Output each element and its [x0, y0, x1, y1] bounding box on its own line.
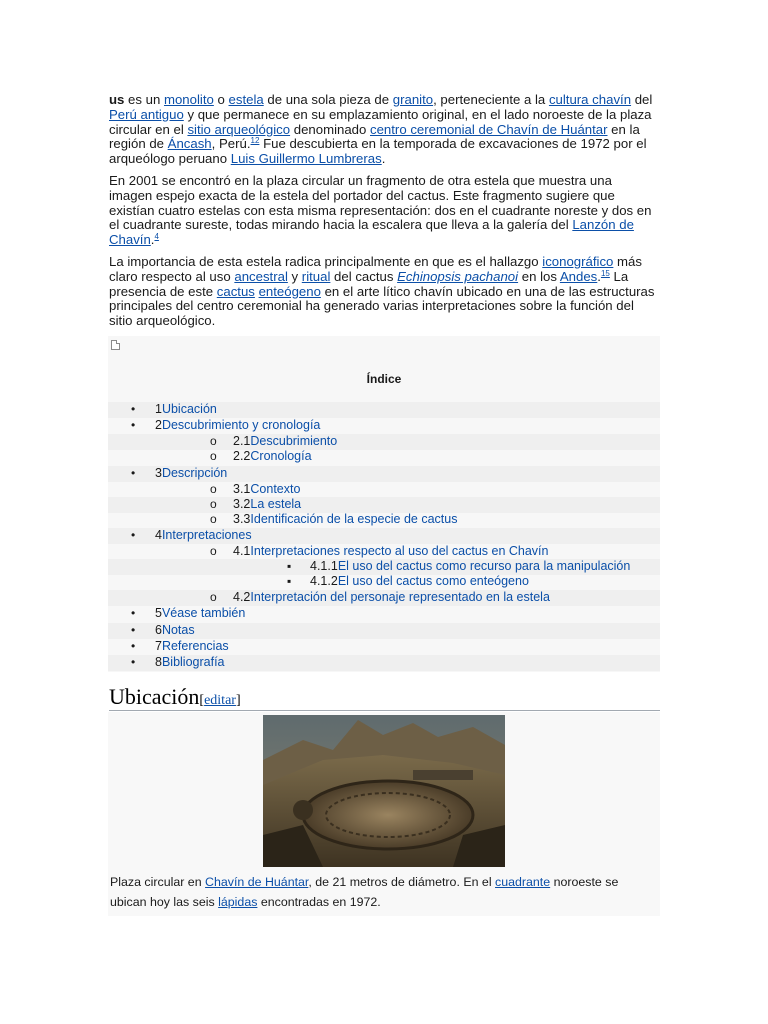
toc-link[interactable]: Descubrimiento y cronología [161, 418, 321, 432]
toc-number: 1 [155, 402, 162, 416]
toc-item-3-1[interactable] [108, 482, 660, 498]
link-granito[interactable]: granito [392, 92, 434, 107]
bullet-icon: o [210, 482, 217, 496]
toc-item-2-1[interactable] [108, 434, 660, 450]
text: del [631, 92, 653, 107]
bullet-icon: ▪ [287, 559, 292, 573]
link-cuadrante[interactable]: cuadrante [495, 875, 551, 889]
toc-item-4[interactable] [108, 528, 660, 544]
toc-link[interactable]: Bibliografía [161, 655, 225, 669]
text: en los [518, 268, 560, 284]
text: Fue descubierta en la temporada de excavaciones de 1972 por el arqueólogo peruano [109, 136, 647, 167]
toc-link[interactable]: Interpretaciones [161, 528, 252, 542]
text: . [597, 268, 601, 284]
toc-number: 3.2 [233, 497, 251, 511]
toc-title: Índice [366, 372, 402, 386]
bullet-icon: • [131, 655, 136, 669]
link-peru-antiguo[interactable]: Perú antiguo [109, 106, 184, 122]
text: encontradas en 1972. [257, 895, 381, 909]
intro-paragraph-2 [109, 174, 657, 248]
link-chavin-de-huantar[interactable]: Chavín de Huántar [205, 875, 309, 889]
toc-item-4-2[interactable] [108, 590, 660, 606]
toc-link[interactable]: El uso del cactus como enteógeno [337, 574, 529, 588]
bullet-icon: • [131, 623, 136, 637]
toc-item-7[interactable] [108, 639, 660, 655]
text: en la región de [109, 121, 640, 152]
link-ritual[interactable]: ritual [301, 268, 331, 284]
toc-link[interactable]: Interpretaciones respecto al uso del cactus en Chavín [250, 544, 549, 558]
broken-image-icon [111, 340, 120, 350]
toc-item-2-2[interactable] [108, 449, 660, 465]
edit-link[interactable]: editar [204, 693, 236, 708]
toc-number: 4.2 [233, 590, 251, 604]
link-centro-ceremonial[interactable]: centro ceremonial de Chavín de Huántar [370, 121, 608, 137]
text: de una sola pieza de [263, 92, 393, 107]
toc-item-3-3[interactable] [108, 512, 660, 528]
toc-number: 7 [155, 639, 162, 653]
link-luis-guillermo-lumbreras[interactable]: Luis Guillermo Lumbreras [230, 151, 382, 167]
toc-number: 5 [155, 606, 162, 620]
bullet-icon: o [210, 434, 217, 448]
toc-link[interactable]: El uso del cactus como recurso para la manipulación [337, 559, 631, 573]
text: , Perú. [211, 136, 251, 152]
toc-number: 4.1 [233, 544, 251, 558]
text: es un [124, 92, 164, 107]
text: En 2001 se encontró en la plaza circular un fragmento de otra estela que muestra una imagen espejo exacta de la estela del portador del cactus. Este fragmento sugiere que existían cuatro estelas con esta misma representación: dos en el cuadrante noreste y dos en el cuadrante sureste, todas mirando hacia la escalera que lleva a la galería del [109, 173, 652, 233]
edit-bracket: [ [199, 693, 205, 708]
edit-bracket: ] [235, 693, 241, 708]
toc-number: 4.1.1 [310, 559, 338, 573]
text: más claro respecto al uso [109, 254, 642, 284]
toc-link[interactable]: Descripción [161, 466, 228, 480]
text: y que permanece en su emplazamiento original, en el lado noroeste de la plaza circular en el [109, 106, 652, 137]
text: . [381, 151, 386, 167]
reference-link[interactable]: 12 [250, 136, 260, 146]
toc-link[interactable]: La estela [250, 497, 302, 511]
intro-paragraph-1 [109, 93, 657, 167]
toc-number: 2.2 [233, 449, 251, 463]
toc-link[interactable]: Cronología [250, 449, 312, 463]
text: noroeste se ubican hoy las seis [110, 875, 619, 909]
toc-item-3-2[interactable] [108, 497, 660, 513]
toc-link[interactable]: Interpretación del personaje representado en la estela [250, 590, 550, 604]
toc-number: 6 [155, 623, 162, 637]
text: denominado [290, 121, 370, 137]
link-monolito[interactable]: monolito [163, 92, 214, 107]
toc-item-4-1-1[interactable] [108, 559, 660, 575]
link-lanzon-de-chavin[interactable]: Lanzón de Chavín [109, 217, 634, 248]
toc-number: 3 [155, 466, 162, 480]
lead-term: us [109, 92, 125, 107]
text: del cactus [330, 268, 398, 284]
figure-caption [110, 872, 658, 912]
text: y [287, 268, 302, 284]
bullet-icon: • [131, 528, 136, 542]
toc-number: 2 [155, 418, 162, 432]
bullet-icon: • [131, 639, 136, 653]
link-ancestral[interactable]: ancestral [234, 268, 288, 284]
toc-number: 3.1 [233, 482, 251, 496]
bullet-icon: • [131, 466, 136, 480]
link-andes[interactable]: Andes [559, 268, 598, 284]
section-heading [109, 684, 241, 710]
table-of-contents [108, 358, 660, 672]
text: en el arte lítico chavín ubicado en una de las estructuras principales del centro ceremonial ha generado varias interpretaciones sobre la función del sitio arqueológico. [109, 283, 655, 329]
toc-link[interactable]: Ubicación [161, 402, 217, 416]
link-estela[interactable]: estela [228, 92, 264, 107]
reference-link[interactable]: 15 [600, 268, 610, 278]
toc-number: 4 [155, 528, 162, 542]
text: , perteneciente a la [433, 92, 549, 107]
toc-link[interactable]: Descubrimiento [250, 434, 338, 448]
toc-number: 8 [155, 655, 162, 669]
bullet-icon: o [210, 512, 217, 526]
toc-item-2[interactable] [108, 418, 660, 434]
link-cultura-chavin[interactable]: cultura chavín [548, 92, 632, 107]
image-placeholder [108, 336, 660, 358]
section-title: Ubicación [109, 684, 200, 709]
link-cactus[interactable]: cactus [216, 283, 255, 299]
link-sitio-arqueologico[interactable]: sitio arqueológico [187, 121, 291, 137]
bullet-icon: ▪ [287, 574, 292, 588]
bullet-icon: • [131, 402, 136, 416]
link-echinopsis-pachanoi[interactable]: Echinopsis pachanoi [397, 268, 519, 284]
text: . [150, 232, 155, 248]
text: o [213, 92, 229, 107]
toc-link[interactable]: Contexto [250, 482, 301, 496]
toc-number: 4.1.2 [310, 574, 338, 588]
toc-item-4-1[interactable] [108, 544, 660, 560]
toc-item-3[interactable] [108, 466, 660, 482]
bullet-icon: o [210, 497, 217, 511]
link-ancash[interactable]: Áncash [167, 136, 212, 152]
bullet-icon: • [131, 418, 136, 432]
text: La presencia de este [109, 268, 629, 299]
bullet-icon: • [131, 606, 136, 620]
link-lapidas[interactable]: lápidas [218, 895, 258, 909]
toc-item-5[interactable] [108, 606, 660, 622]
toc-link[interactable]: Véase también [161, 606, 246, 620]
section-divider [109, 710, 660, 711]
toc-link[interactable]: Notas [161, 623, 195, 637]
toc-number: 3.3 [233, 512, 251, 526]
toc-item-8[interactable] [108, 655, 660, 671]
plaza-circular-photo[interactable] [263, 715, 505, 867]
toc-item-6[interactable] [108, 623, 660, 639]
link-iconografico[interactable]: iconográfico [542, 254, 614, 269]
intro-paragraph-3 [109, 255, 657, 329]
reference-link[interactable]: 4 [154, 232, 159, 242]
toc-link[interactable]: Referencias [161, 639, 229, 653]
toc-number: 2.1 [233, 434, 251, 448]
link-enteogeno[interactable]: enteógeno [258, 283, 321, 299]
toc-item-1[interactable] [108, 402, 660, 418]
figure [108, 712, 660, 916]
text: Plaza circular en [110, 875, 206, 889]
text: La importancia de esta estela radica principalmente en que es el hallazgo [109, 254, 543, 269]
toc-item-4-1-2[interactable] [108, 574, 660, 590]
text: , de 21 metros de diámetro. En el [308, 875, 496, 889]
bullet-icon: o [210, 544, 217, 558]
bullet-icon: o [210, 449, 217, 463]
toc-link[interactable]: Identificación de la especie de cactus [250, 512, 458, 526]
bullet-icon: o [210, 590, 217, 604]
